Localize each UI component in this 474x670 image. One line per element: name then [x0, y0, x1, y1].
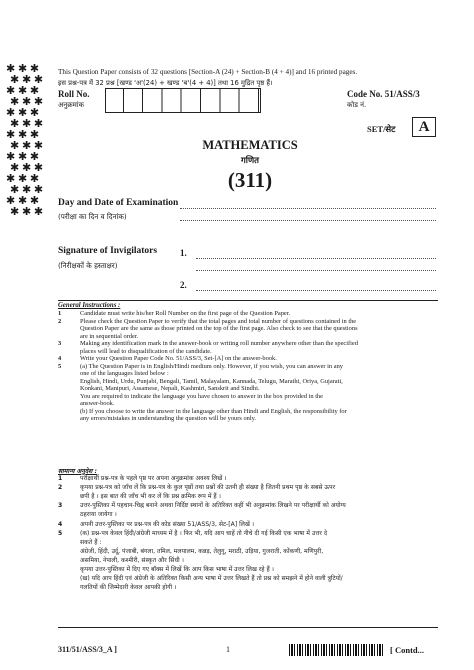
signature-2-line[interactable] — [196, 290, 436, 291]
footer-code: 311/51/ASS/3_A ] — [58, 645, 117, 654]
instruction-line: any errors/mistakes in understanding the question will be yours only. — [80, 415, 257, 422]
instruction-line: सकते हैं : — [80, 538, 102, 546]
instruction-line: कृपया उत्तर-पुस्तिका में दिए गए बॉक्स में लिखें कि आप किस भाषा में उत्तर लिख रहे हैं । — [80, 566, 274, 573]
instruction-line: (b) If you choose to write the answer in the language other than Hindi and English, the responsibility for — [80, 407, 347, 415]
instruction-line: Question Paper are the same as those printed on the top of the first page. Also check to see that the questions — [80, 325, 358, 332]
code-number: Code No. 51/ASS/3 — [347, 89, 420, 99]
instruction-line: छपी है । इस बात की जाँच भी कर लें कि प्रश्न क्रमिक रूप में हैं । — [80, 493, 221, 501]
instructions-heading: General Instructions : — [58, 302, 121, 309]
top-divider — [58, 300, 438, 301]
subject-title: MATHEMATICS — [202, 138, 298, 152]
star-row: ✱ ✱ ✱ — [10, 140, 44, 152]
paper-info-english: This Question Paper consists of 32 questions [Section-A (24) + Section-B (4 + 4)] and 16 printed pages. — [58, 68, 358, 76]
signature-1-line-2[interactable] — [196, 270, 436, 271]
star-row: ✱ ✱ ✱ — [10, 74, 44, 86]
code-number-hindi: कोड नं. — [347, 101, 367, 109]
instruction-line: गलतियों की जिम्मेदारी केवल आपकी होगी । — [80, 584, 177, 592]
instruction-line: Write your Question Paper Code No. 51/ASS/3, Set-[A] on the answer-book. — [80, 355, 277, 362]
star-row: ✱ ✱ ✱ — [10, 206, 44, 218]
instructions-heading-hindi: सामान्य अनुदेश : — [58, 468, 97, 475]
page-number: 1 — [226, 645, 230, 654]
instruction-line: English, Hindi, Urdu, Punjabi, Bengali, Tamil, Malayalam, Kannada, Telugu, Marathi, Oriya, Gujarati, — [80, 377, 343, 385]
instruction-number: 1 — [58, 310, 62, 317]
instruction-line: कृपया प्रश्न-पत्र को जाँच लें कि प्रश्न-पत्र के कुल पृष्ठों तथा प्रश्नों की उतनी ही संख्या है जितनी प्रथम पृष्ठ के सबसे ऊपर — [80, 484, 336, 492]
instruction-line: असमिया, नेपाली, कश्मीरी, संस्कृत और सिंधी । — [80, 556, 184, 564]
instruction-number: 3 — [58, 340, 62, 347]
invigilator-signature-label-hindi: (निरीक्षकों के हस्ताक्षर) — [58, 261, 118, 270]
instruction-line: one of the languages listed below : — [80, 370, 169, 377]
instruction-line: answer-book. — [80, 400, 115, 407]
roll-no-label: Roll No. — [58, 89, 90, 99]
instruction-line: Making any identification mark in the answer-book or writing roll number anywhere other than the specified — [80, 340, 358, 347]
star-row: ✱ ✱ ✱ — [6, 173, 40, 185]
set-value: A — [418, 119, 430, 135]
exam-date-label-hindi: (परीक्षा का दिन व दिनांक) — [58, 212, 127, 221]
exam-date-line[interactable] — [180, 208, 436, 209]
instruction-number: 2 — [58, 317, 62, 325]
set-box — [412, 117, 436, 137]
bottom-divider — [58, 627, 438, 628]
instruction-number: 4 — [58, 355, 62, 362]
continued-label: [ Contd... — [390, 645, 425, 655]
exam-date-label: Day and Date of Examination — [58, 198, 179, 208]
instruction-line: ठहराया जायेगा । — [80, 511, 117, 519]
star-row: ✱ ✱ ✱ — [10, 118, 44, 130]
star-row: ✱ ✱ ✱ — [6, 107, 40, 119]
star-row: ✱ ✱ ✱ — [10, 96, 44, 108]
instruction-line: (क) प्रश्न-पत्र केवल हिंदी/अंग्रेजी माध्यम में है । फिर भी, यदि आप चाहें तो नीचे दी गई किसी एक भाषा में उत्तर दे — [80, 529, 328, 537]
paper-info-hindi: इस प्रश्न-पत्र में 32 प्रश्न [खण्ड 'अ'(24) + खण्ड 'ब'(4 + 4)] तथा 16 मुद्रित पृष्ठ हैं। — [58, 79, 273, 87]
exam-date-line-2[interactable] — [180, 220, 436, 221]
instruction-line: Please check the Question Paper to verify that the total pages and total number of questions contained in the — [80, 317, 357, 325]
instruction-line: अंग्रेजी, हिंदी, उर्दू, पंजाबी, बंगला, तमिल, मलयालम, कन्नड़, तेलुगू, मराठी, उड़िया, गुजराती, कोंकणी, मणिपुरी, — [80, 547, 324, 555]
instruction-line: परीक्षार्थी प्रश्न-पत्र के पहले पृष्ठ पर अपना अनुक्रमांक अवश्य लिखें । — [80, 475, 227, 482]
instruction-line: उत्तर-पुस्तिका में पहचान-चिह्न बनाने अथवा निर्दिष्ट स्थानों के अतिरिक्त कहीं भी अनुक्रमांक लिखने पर परीक्षार्थी को अयोग्य — [80, 502, 346, 510]
instruction-number: 2 — [58, 484, 63, 492]
instruction-line: places will lead to disqualification of the candidate. — [80, 347, 212, 355]
signature-1-line[interactable] — [196, 258, 436, 259]
instruction-number: 1 — [58, 475, 63, 482]
instruction-line: (ख) यदि आप हिंदी एवं अंग्रेजी के अतिरिक्त किसी अन्य भाषा में उत्तर लिखते हैं तो प्रश्न को समझने में होने वाली त्रुटियों/ — [80, 575, 343, 583]
instruction-line: Konkani, Manipuri, Assamese, Nepali, Kashmiri, Sanskrit and Sindhi. — [80, 385, 260, 392]
instruction-line: अपनी उत्तर-पुस्तिका पर प्रश्न-पत्र की कोड संख्या 51/ASS/3, सेट-[A] लिखें । — [80, 520, 255, 528]
instruction-line: are in sequential order. — [80, 332, 139, 340]
set-label: SET/सेट — [367, 124, 396, 134]
star-row: ✱ ✱ ✱ — [6, 195, 40, 207]
instruction-line: (a) The Question Paper is in English/Hindi medium only. However, if you wish, you can answer in any — [80, 362, 343, 370]
instruction-number: 4 — [58, 520, 63, 528]
star-row: ✱ ✱ ✱ — [10, 162, 44, 174]
roll-no-label-hindi: अनुक्रमांक — [58, 101, 84, 109]
star-row: ✱ ✱ ✱ — [6, 85, 40, 97]
invigilator-signature-label: Signature of Invigilators — [58, 246, 158, 256]
instruction-number: 5 — [58, 529, 63, 537]
subject-code: (311) — [227, 168, 273, 192]
barcode — [289, 644, 383, 656]
signature-2-number: 2. — [180, 280, 187, 290]
instruction-number: 3 — [58, 502, 63, 510]
star-row: ✱ ✱ ✱ — [6, 63, 40, 75]
instruction-line: Candidate must write his/her Roll Number on the first page of the Question Paper. — [80, 310, 291, 317]
star-row: ✱ ✱ ✱ — [10, 184, 44, 196]
star-row: ✱ ✱ ✱ — [6, 151, 40, 163]
signature-1-number: 1. — [180, 248, 187, 258]
instruction-line: You are required to indicate the language you have chosen to answer in the box provided in the — [80, 392, 324, 400]
star-row: ✱ ✱ ✱ — [6, 129, 40, 141]
instruction-number: 5 — [58, 362, 62, 370]
roll-no-boxes[interactable] — [105, 88, 260, 112]
subject-title-hindi: गणित — [241, 156, 259, 166]
security-star-pattern — [6, 64, 46, 218]
